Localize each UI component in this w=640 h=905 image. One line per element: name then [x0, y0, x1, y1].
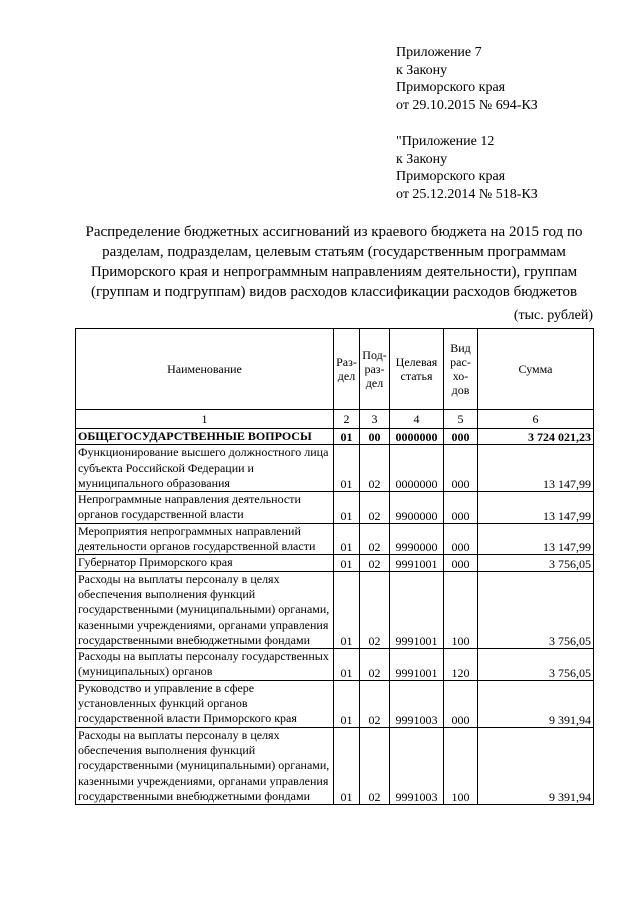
row-razdel: 01: [334, 571, 360, 648]
table-row: [76, 429, 594, 445]
row-name: Мероприятия непрограммных направлений деятельности органов государственной власти: [76, 523, 334, 555]
row-target-article: 9991001: [390, 571, 444, 648]
appendix-line: от 25.12.2014 № 518-КЗ: [396, 186, 538, 202]
row-razdel: 01: [334, 492, 360, 524]
row-podrazdel: 02: [360, 727, 390, 804]
row-sum: 9 391,94: [478, 727, 594, 804]
header-row: [76, 329, 594, 410]
row-razdel: 01: [334, 445, 360, 492]
budget-table: [75, 328, 594, 805]
table-row: [76, 523, 594, 555]
column-number: 2: [334, 410, 360, 429]
row-sum: 13 147,99: [478, 523, 594, 555]
column-number: 6: [478, 410, 594, 429]
appendix-line: Приморского края: [396, 169, 506, 184]
table-row: [76, 445, 594, 492]
column-number: 5: [444, 410, 478, 429]
row-sum: 3 724 021,23: [478, 429, 594, 445]
row-expense-type: 120: [444, 649, 478, 681]
column-number: 1: [76, 410, 334, 429]
row-sum: 13 147,99: [478, 492, 594, 524]
header-target-article: Целевая статья: [390, 329, 444, 410]
row-target-article: 9991001: [390, 555, 444, 571]
row-target-article: 0000000: [390, 429, 444, 445]
row-target-article: 0000000: [390, 445, 444, 492]
appendix-line: "Приложение 12: [396, 134, 495, 149]
row-sum: 3 756,05: [478, 555, 594, 571]
table-row: [76, 649, 594, 681]
row-sum: 3 756,05: [478, 649, 594, 681]
row-razdel: 01: [334, 727, 360, 804]
row-razdel: 01: [334, 555, 360, 571]
row-expense-type: 000: [444, 680, 478, 727]
row-expense-type: 000: [444, 523, 478, 555]
table-row: [76, 571, 594, 648]
row-podrazdel: 00: [360, 429, 390, 445]
row-name: Непрограммные направления деятельности органов государственной власти: [76, 492, 334, 524]
row-sum: 3 756,05: [478, 571, 594, 648]
row-expense-type: 000: [444, 492, 478, 524]
row-razdel: 01: [334, 523, 360, 555]
row-name: Расходы на выплаты персоналу государственных (муниципальных) органов: [76, 649, 334, 681]
row-expense-type: 100: [444, 727, 478, 804]
header-razdel: Раз-дел: [334, 329, 360, 410]
row-target-article: 9900000: [390, 492, 444, 524]
row-target-article: 9991003: [390, 727, 444, 804]
row-podrazdel: 02: [360, 492, 390, 524]
row-razdel: 01: [334, 680, 360, 727]
column-number-row: [76, 410, 594, 429]
table-row: [76, 555, 594, 571]
row-name: Губернатор Приморского края: [76, 555, 334, 571]
row-podrazdel: 02: [360, 555, 390, 571]
row-razdel: 01: [334, 429, 360, 445]
row-podrazdel: 02: [360, 445, 390, 492]
row-expense-type: 000: [444, 555, 478, 571]
appendix-line: Приложение 7: [396, 45, 482, 60]
document-title: Распределение бюджетных ассигнований из краевого бюджета на 2015 год по разделам, подразделам, целевым статьям (государственным программам Приморского края и непрограммным направлениям деятельности), группам (группам и подгруппам) видов расходов классификации расходов бюджетов: [85, 224, 583, 300]
row-podrazdel: 02: [360, 680, 390, 727]
row-target-article: 9990000: [390, 523, 444, 555]
header-name: Наименование: [76, 329, 334, 410]
appendix-line: к Закону: [396, 151, 448, 167]
row-name: Функционирование высшего должностного лица субъекта Российской Федерации и муниципального образования: [76, 445, 334, 492]
row-sum: 13 147,99: [478, 445, 594, 492]
header-podrazdel: Под-раз-дел: [360, 329, 390, 410]
row-podrazdel: 02: [360, 571, 390, 648]
row-name: Расходы на выплаты персоналу в целях обеспечения выполнения функций государственными (муниципальными) органами, казенными учреждениями, органами управления государственными внебюджетными фондами: [76, 727, 334, 804]
row-expense-type: 000: [444, 429, 478, 445]
row-podrazdel: 02: [360, 649, 390, 681]
row-target-article: 9991003: [390, 680, 444, 727]
units-label: (тыс. рублей): [513, 308, 593, 323]
header-expense-type: Вид рас-хо-дов: [444, 329, 478, 410]
row-podrazdel: 02: [360, 523, 390, 555]
row-name: Руководство и управление в сфере установленных функций органов государственной власти Приморского края: [76, 680, 334, 727]
row-expense-type: 100: [444, 571, 478, 648]
appendix-7-reference: [396, 44, 538, 114]
appendix-12-reference: [396, 133, 538, 203]
row-sum: 9 391,94: [478, 680, 594, 727]
appendix-line: от 29.10.2015 № 694-КЗ: [396, 97, 538, 113]
appendix-line: к Закону: [396, 62, 448, 78]
table-row: [76, 680, 594, 727]
header-sum: Сумма: [478, 329, 594, 410]
row-expense-type: 000: [444, 445, 478, 492]
appendix-line: Приморского края: [396, 80, 506, 95]
row-name: Расходы на выплаты персоналу в целях обеспечения выполнения функций государственными (муниципальными) органами, казенными учреждениями, органами управления государственными внебюджетными фондами: [76, 571, 334, 648]
row-name: ОБЩЕГОСУДАРСТВЕННЫЕ ВОПРОСЫ: [76, 429, 334, 445]
column-number: 3: [360, 410, 390, 429]
column-number: 4: [390, 410, 444, 429]
table-row: [76, 492, 594, 524]
table-body: [76, 429, 594, 805]
row-razdel: 01: [334, 649, 360, 681]
table-row: [76, 727, 594, 804]
row-target-article: 9991001: [390, 649, 444, 681]
